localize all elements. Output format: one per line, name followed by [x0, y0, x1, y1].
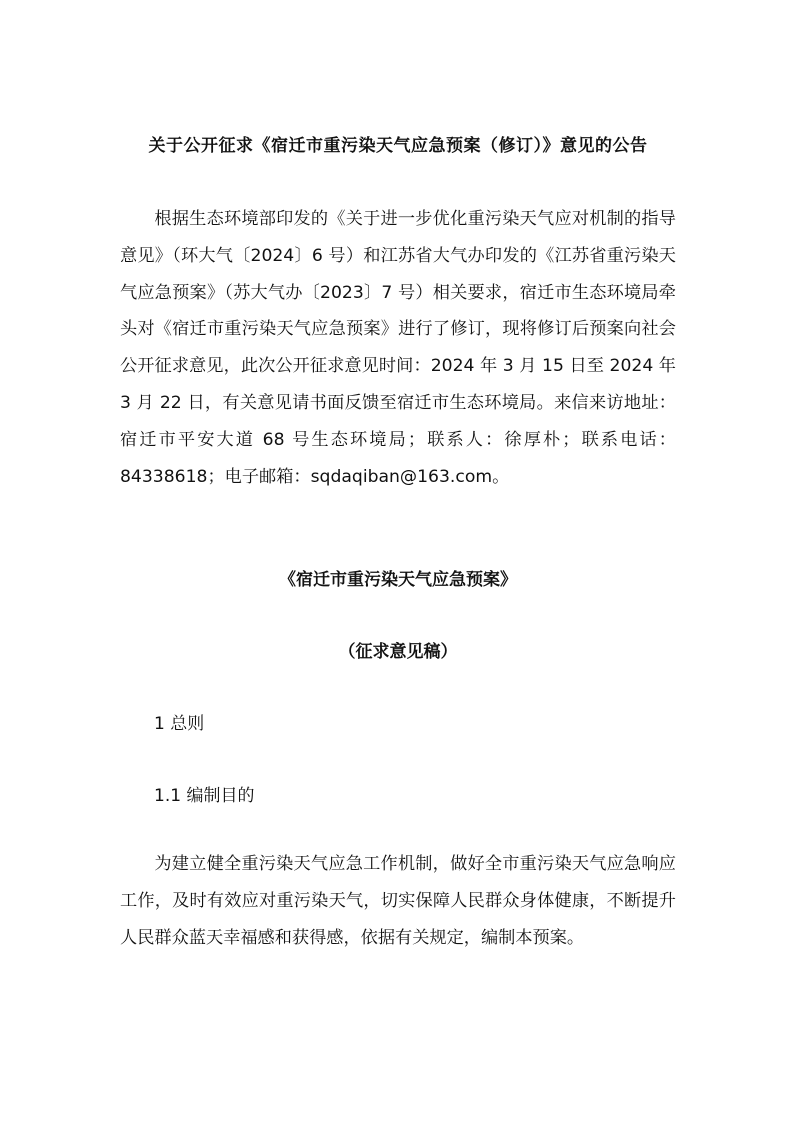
purpose-body: 为建立健全重污染天气应急工作机制，做好全市重污染天气应急响应工作，及时有效应对重污染天气，切实保障人民群众身体健康，不断提升人民群众蓝天幸福感和获得感，依据有关规定，编制本预案。 — [120, 854, 676, 948]
draft-label: （征求意见稿） — [338, 642, 458, 662]
section-heading-purpose: 1.1 编制目的 — [154, 786, 255, 806]
plan-title: 《宿迁市重污染天气应急预案》 — [279, 570, 517, 590]
notice-body: 根据生态环境部印发的《关于进一步优化重污染天气应对机制的指导意见》（环大气〔2024〕6 号）和江苏省大气办印发的《江苏省重污染天气应急预案》（苏大气办〔2023〕7 号）相关要求，宿迁市生态环境局牵头对《宿迁市重污染天气应急预案》进行了修订，现将修订后预案向社会公开征求意见，此次公开征求意见时间：2024 年 3 月 15 日至 2024 年 3 月 22 日，有关意见请书面反馈至宿迁市生态环境局。来信来访地址：宿迁市平安大道 68 号生态环境局；联系人：徐厚朴；联系电话：84338618；电子邮箱：sqdaqiban@163.com。 — [120, 209, 676, 487]
notice-title: 关于公开征求《宿迁市重污染天气应急预案（修订）》意见的公告 — [148, 136, 648, 156]
section-heading-general: 1 总则 — [154, 714, 205, 734]
